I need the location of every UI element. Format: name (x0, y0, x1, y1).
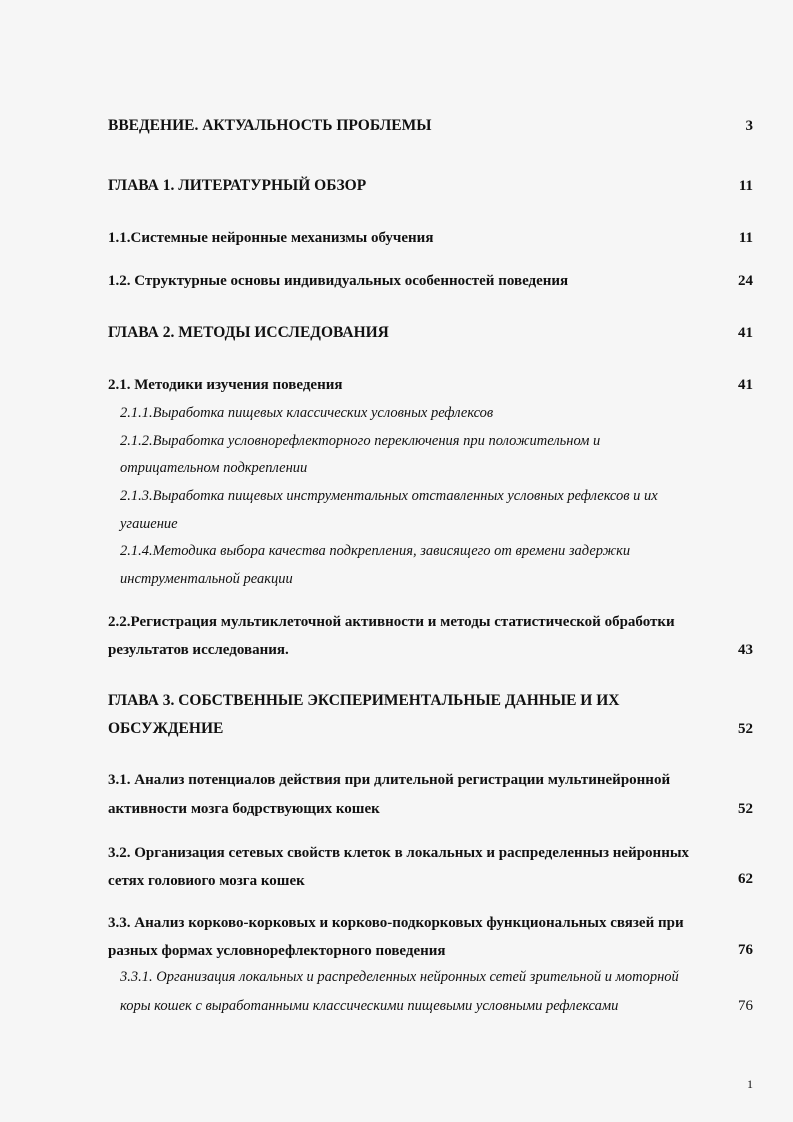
toc-s2-2-line2: результатов исследования. (108, 642, 289, 658)
toc-ch3-page: 52 (738, 721, 753, 737)
toc-s2-2-page: 43 (738, 642, 753, 658)
toc-s3-1-line2: активности мозга бодрствующих кошек (108, 801, 380, 817)
toc-s2-1-page: 41 (738, 377, 753, 393)
toc-s3-3-1-page: 76 (738, 998, 753, 1014)
toc-s2-2-line1: 2.2.Регистрация мультиклеточной активности и методы статистической обработки (108, 614, 675, 630)
toc-s1-1-page: 11 (738, 230, 753, 246)
toc-s1-1-title: 1.1.Системные нейронные механизмы обучения (108, 230, 434, 246)
toc-s2-1-2-line1: 2.1.2.Выработка условнорефлекторного переключения при положительном и (120, 433, 601, 449)
toc-s3-1-page: 52 (738, 801, 753, 817)
toc-s3-3-page: 76 (738, 942, 753, 958)
toc-s3-2-line2: сетях головиого мозга кошек (108, 873, 305, 889)
toc-s2-1-4-line2: инструментальной реакции (120, 571, 293, 587)
toc-s2-1-title: 2.1. Методики изучения поведения (108, 377, 343, 393)
toc-s3-3-1-line1: 3.3.1. Организация локальных и распределенных нейронных сетей зрительной и моторной (120, 969, 679, 985)
toc-ch3-line2: ОБСУЖДЕНИЕ (108, 720, 224, 737)
toc-s3-3-line1: 3.3. Анализ корково-корковых и корково-подкорковых функциональных связей при (108, 915, 684, 931)
toc-ch3-line1: ГЛАВА 3. СОБСТВЕННЫЕ ЭКСПЕРИМЕНТАЛЬНЫЕ ДАННЫЕ И ИХ (108, 692, 620, 709)
toc-s3-3-1-line2: коры кошек с выработанными классическими пищевыми условными рефлексами (120, 998, 619, 1014)
toc-s3-2-page: 62 (738, 871, 753, 887)
toc-s1-2-page: 24 (738, 273, 753, 289)
toc-s2-1-1-line1: 2.1.1.Выработка пищевых классических условных рефлексов (120, 405, 494, 421)
page-number: 1 (747, 1077, 753, 1091)
toc-s3-2-line1: 3.2. Организация сетевых свойств клеток в локальных и распределенныз нейронных (108, 845, 690, 861)
toc-s1-2-title: 1.2. Структурные основы индивидуальных особенностей поведения (108, 273, 569, 289)
toc-s2-1-4-line1: 2.1.4.Методика выбора качества подкрепления, зависящего от времени задержки (120, 543, 631, 559)
toc-s3-3-line2: разных формах условнорефлекторного поведения (108, 943, 446, 959)
toc-ch2-page: 41 (738, 325, 753, 341)
toc-ch1-page: 11 (738, 178, 753, 194)
toc-ch2-title: ГЛАВА 2. МЕТОДЫ ИССЛЕДОВАНИЯ (108, 324, 389, 341)
toc-s2-1-2-line2: отрицательном подкреплении (120, 460, 308, 476)
toc-intro-page: 3 (745, 118, 753, 134)
toc-ch1-title: ГЛАВА 1. ЛИТЕРАТУРНЫЙ ОБЗОР (108, 177, 367, 194)
toc-intro-title: ВВЕДЕНИЕ. АКТУАЛЬНОСТЬ ПРОБЛЕМЫ (108, 117, 432, 134)
toc-s2-1-3-line1: 2.1.3.Выработка пищевых инструментальных отставленных условных рефлексов и их (120, 488, 658, 504)
toc-s3-1-line1: 3.1. Анализ потенциалов действия при длительной регистрации мультинейронной (108, 772, 671, 788)
toc-s2-1-3-line2: угашение (120, 516, 178, 532)
